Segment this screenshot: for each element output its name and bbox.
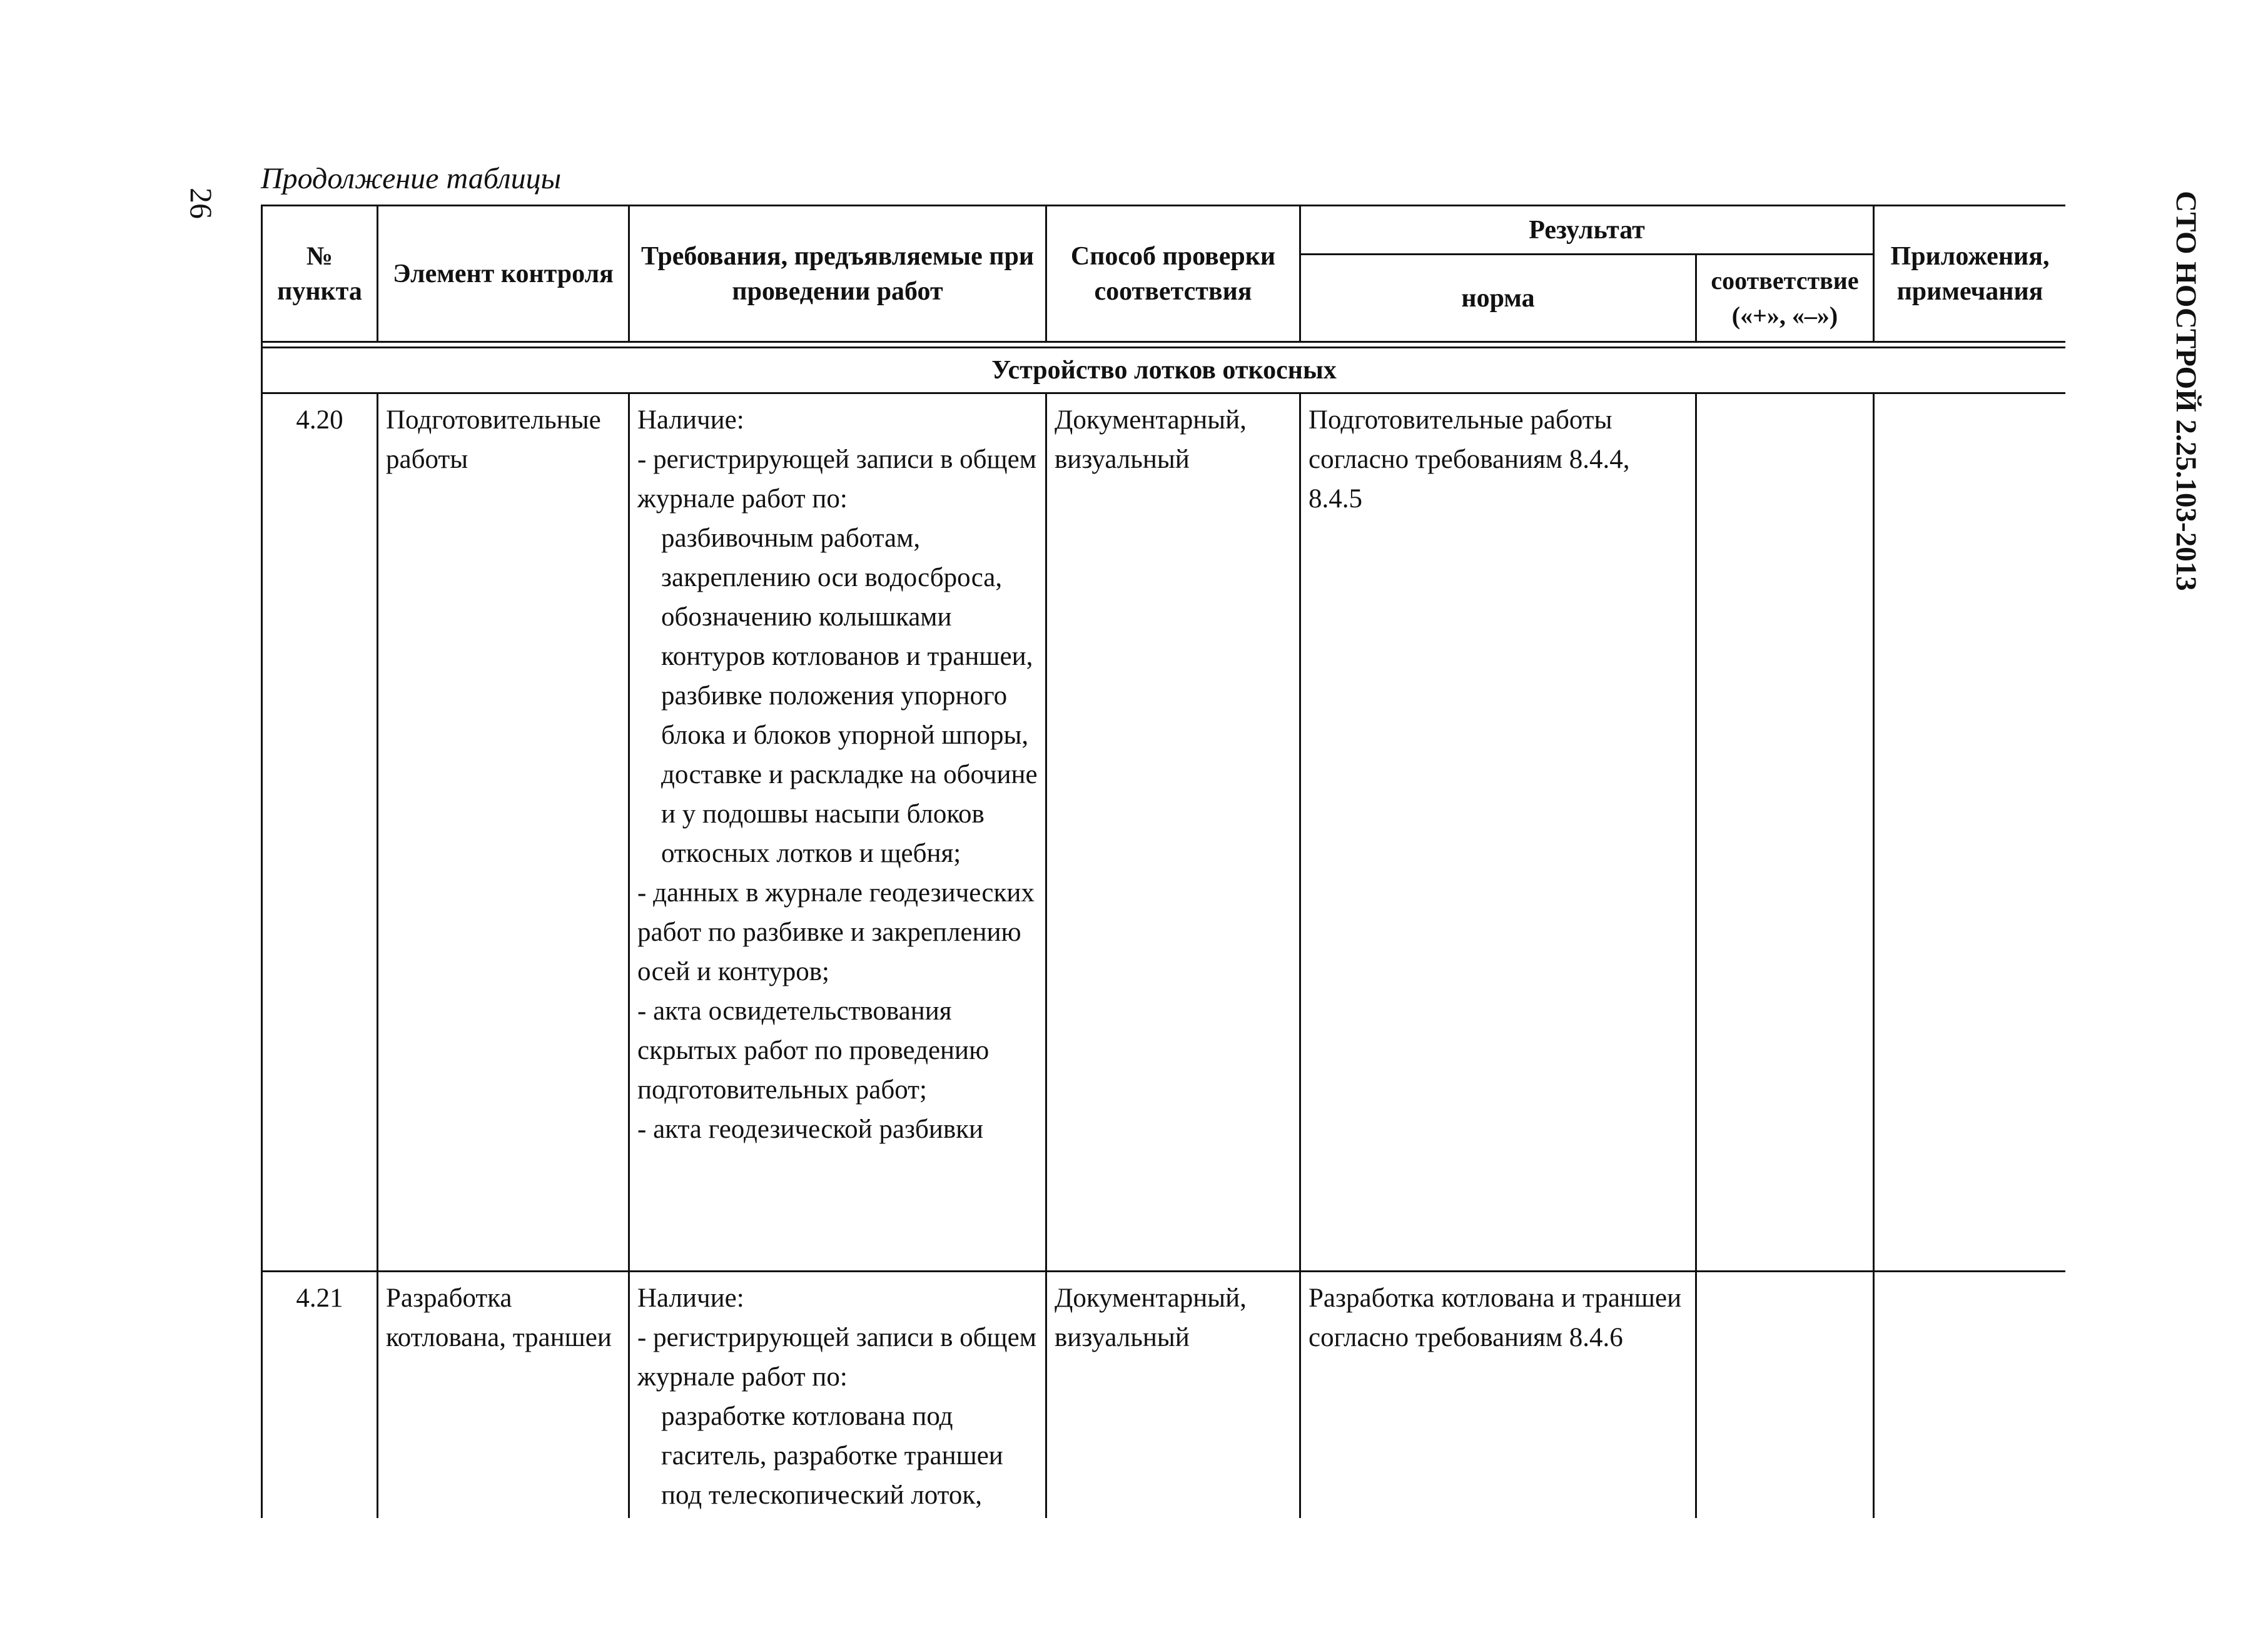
row-notes <box>1874 393 2066 1272</box>
table-row <box>262 1272 2066 1519</box>
row-compliance <box>1696 393 1874 1272</box>
row-norm: Подготовительные работы согласно требованиям 8.4.4, 8.4.5 <box>1300 393 1696 1272</box>
row-element: Подготовительные работы <box>378 393 629 1272</box>
row-num: 4.20 <box>262 393 378 1272</box>
row-notes <box>1874 1272 2066 1519</box>
header-element: Элемент контроля <box>378 206 629 342</box>
header-method: Способ проверки соответствия <box>1046 206 1300 342</box>
requirement-line: - данных в журнале геодезических работ по разбивке и закреплению осей и контуров; <box>637 878 1035 986</box>
requirement-line: Наличие: <box>637 405 744 435</box>
row-method: Документарный, визуальный <box>1046 393 1300 1272</box>
requirement-line: Наличие: <box>637 1283 744 1313</box>
header-notes: Приложения, примечания <box>1874 206 2066 342</box>
document-code: СТО НОСТРОЙ 2.25.103-2013 <box>2170 191 2202 591</box>
row-compliance <box>1696 1272 1874 1519</box>
continuation-label: Продолжение таблицы <box>261 162 562 195</box>
requirement-line: - регистрирующей записи в общем журнале работ по: <box>637 1323 1036 1392</box>
row-norm: Разработка котлована и траншеи согласно требованиям 8.4.6 <box>1300 1272 1696 1519</box>
header-compliance: соответствие («+», «–») <box>1696 255 1874 342</box>
requirement-line: - акта освидетельствования скрытых работ по проведению подготовительных работ; <box>637 996 990 1105</box>
row-requirements <box>629 1272 1046 1519</box>
page-number: 26 <box>184 188 219 219</box>
requirement-subline: разбивочным работам, закреплению оси водосброса, обозначению колышками контуров котлованов и траншеи, <box>661 524 1033 671</box>
section-row <box>262 348 2066 393</box>
requirement-line: - регистрирующей записи в общем журнале работ по: <box>637 445 1036 514</box>
inspection-table-frame <box>261 205 2065 1518</box>
table-row <box>262 393 2066 1272</box>
section-title: Устройство лотков откосных <box>262 348 2066 393</box>
requirement-subline: разбивке положения упорного блока и блоков упорной шпоры, доставке и раскладке на обочине и у подошвы насыпи блоков откосных лотков и щебня; <box>661 681 1038 868</box>
requirement-subline: разработке котлована под гаситель, разработке траншеи под телескопический лоток, <box>661 1402 1003 1510</box>
row-requirements <box>629 393 1046 1272</box>
header-separator <box>262 342 2066 348</box>
inspection-table <box>261 205 2065 1518</box>
header-requirements: Требования, предъявляемые при проведении работ <box>629 206 1046 342</box>
row-element: Разработка котлована, траншеи <box>378 1272 629 1519</box>
row-method: Документарный, визуальный <box>1046 1272 1300 1519</box>
header-result: Результат <box>1300 206 1874 255</box>
row-num: 4.21 <box>262 1272 378 1519</box>
header-norm: норма <box>1300 255 1696 342</box>
header-num: № пункта <box>262 206 378 342</box>
requirement-line: - акта геодезической разбивки <box>637 1115 984 1144</box>
